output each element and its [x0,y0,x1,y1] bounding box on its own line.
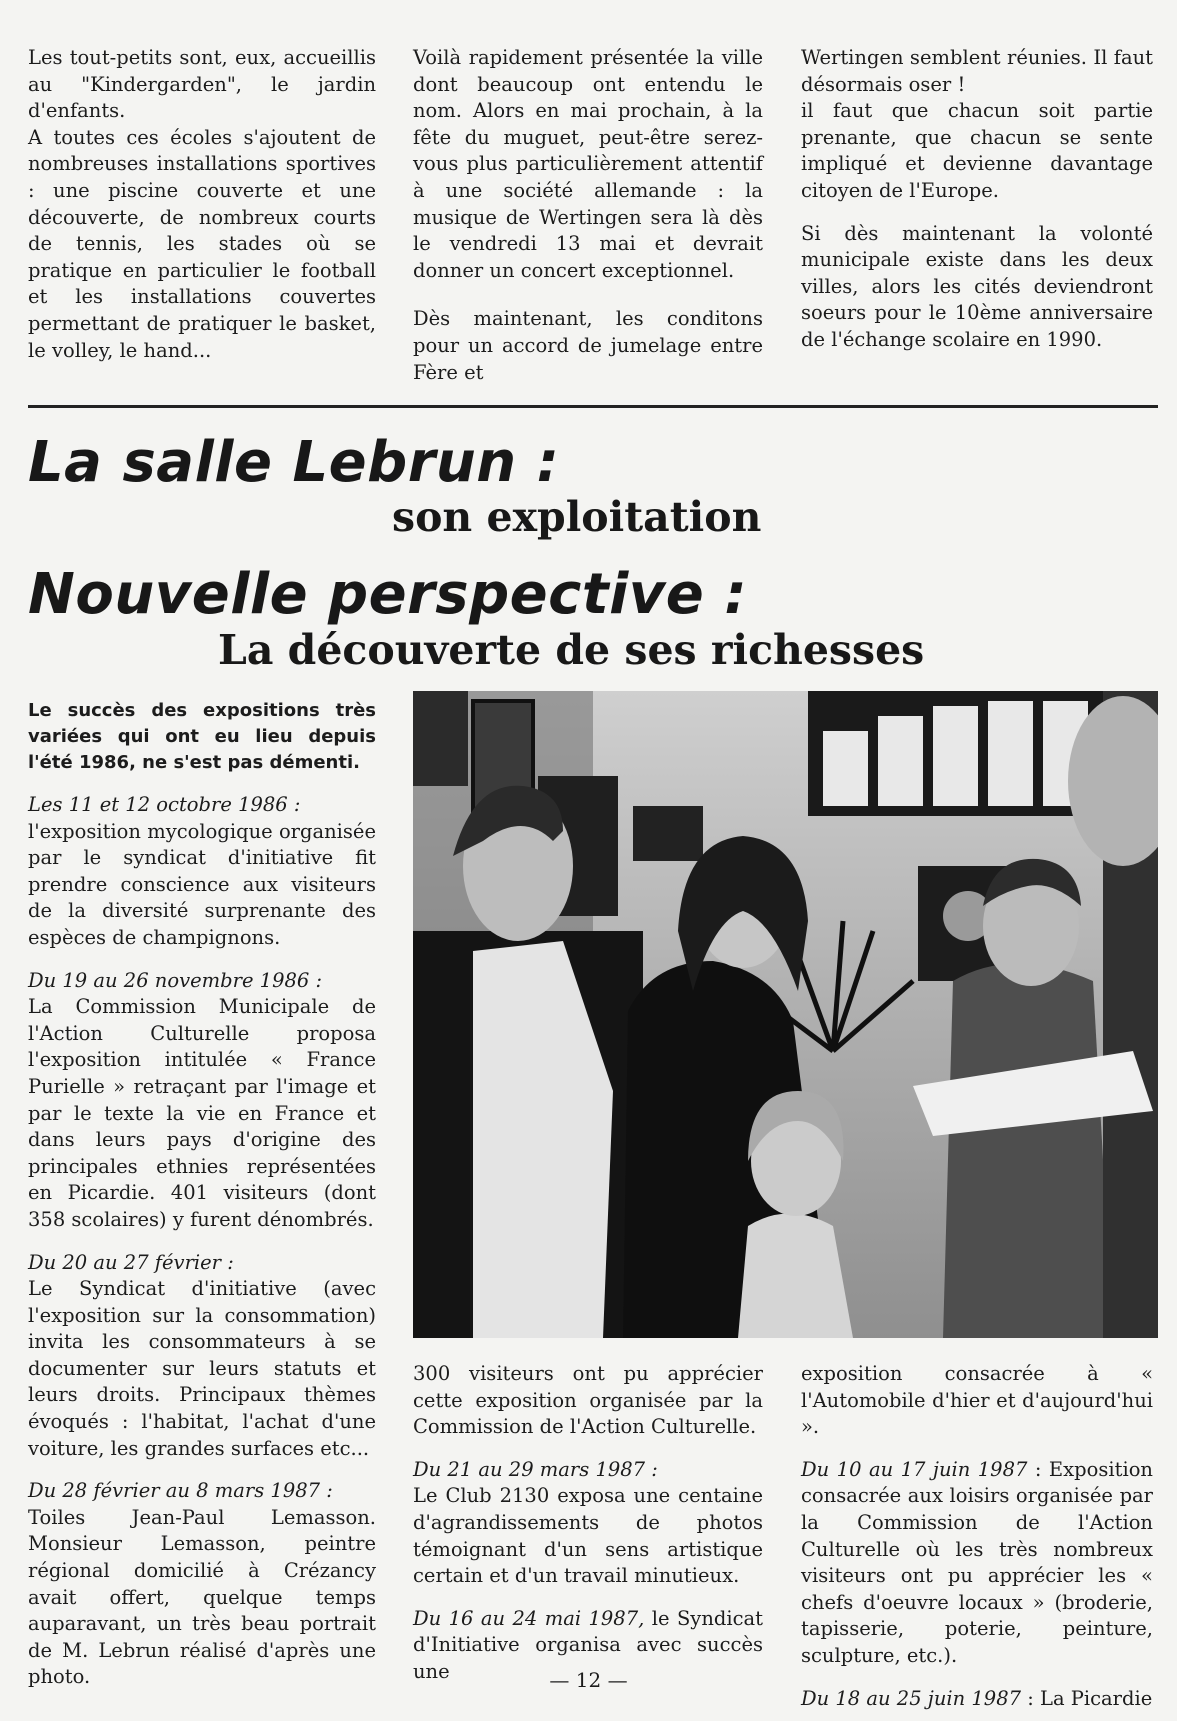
heading-salle-lebrun: La salle Lebrun : [28,430,560,495]
event-date: Les 11 et 12 octobre 1986 : [28,793,301,816]
event-text: La Commission Municipale de l'Action Culturelle proposa l'exposition intitulée « France Purielle » retraçant par l'image et par le texte la vie en France et dans leurs pays d'origine des principales ethnies représentées en Picardie. 401 visiteurs (dont 358 scolaires) y furent dénombrés. [28,995,376,1231]
event-date: Du 18 au 25 juin 1987 [801,1686,1022,1710]
paragraph: Dès maintenant, les conditons pour un accord de jumelage entre Fère et [413,307,763,384]
top-column-3 [801,45,1153,354]
exhibition-photo [413,691,1158,1338]
article-column-2 [413,1361,763,1686]
paragraph: Les tout-petits sont, eux, accueillis au "Kindergarden", le jardin d'enfants. [28,46,376,123]
heading-nouvelle-perspective: Nouvelle perspective : [28,562,748,627]
event-text: le Syndicat d'Initiative organisa avec succès une [413,1606,763,1683]
event-date: Du 20 au 27 février : [28,1250,234,1274]
event-text: Le Club 2130 exposa une centaine d'agrandissements de photos témoignant d'un sens artistique certain et d'un travail minutieux. [413,1484,763,1588]
paragraph: 300 visiteurs ont pu apprécier cette exposition organisée par la Commission de l'Action Culturelle. [413,1362,763,1439]
event-date: Du 28 février au 8 mars 1987 : [28,1479,333,1503]
top-column-2 [413,45,763,386]
event-date: Du 16 au 24 mai 1987, [413,1606,645,1630]
article-column-3 [801,1361,1153,1712]
event-text: Toiles Jean-Paul Lemasson. Monsieur Lemasson, peintre régional domicilié à Crézancy avait offert, quelque temps auparavant, un très beau portrait de M. Lebrun réalisé d'après une photo. [28,1505,376,1689]
event-text: l'exposition mycologique organisée par le syndicat d'initiative fit prendre conscience aux visiteurs de la diversité surprenante des espèces de champignons. [28,819,376,949]
top-column-1 [28,45,376,364]
paragraph: Wertingen semblent réunies. Il faut désormais oser ! [801,46,1153,96]
event-date: Du 10 au 17 juin 1987 [801,1457,1028,1481]
subheading-decouverte: La découverte de ses richesses [218,626,925,674]
event-text: : La Picardie [1021,1686,1153,1710]
paragraph: Voilà rapidement présentée la ville dont beaucoup ont entendu le nom. Alors en mai prochain, à la fête du muguet, peut-être serez-vous plus particulièrement attentif à une société allemande : la musique de Wertingen sera là dès le vendredi 13 mai et devrait donner un concert exceptionnel. [413,46,763,282]
event-text: : Exposition consacrée aux loisirs organisée par la Commission de l'Action Culturelle où les très nombreux visiteurs ont pu apprécier les « chefs d'oeuvre locaux » (broderie, tapisserie, poterie, peinture, sculpture, etc.). [801,1457,1153,1667]
event-paragraph [801,1457,1153,1670]
paragraph: Si dès maintenant la volonté municipale existe dans les deux villes, alors les cités deviendront soeurs pour le 10ème anniversaire de l'échange scolaire en 1990. [801,221,1153,351]
article-lead: Le succès des expositions très variées qui ont eu lieu depuis l'été 1986, ne s'est pas démenti. [28,700,376,773]
paragraph: exposition consacrée à « l'Automobile d'hier et d'aujourd'hui ». [801,1362,1153,1439]
photo-illustration [413,691,1158,1338]
event-date: Du 19 au 26 novembre 1986 : [28,968,323,992]
paragraph: il faut que chacun soit partie prenante, que chacun se sente impliqué et devienne davantage citoyen de l'Europe. [801,99,1153,202]
event-text: Le Syndicat d'initiative (avec l'exposition sur la consommation) invita les consommateurs à se documenter sur leurs statuts et leurs droits. Principaux thèmes évoqués : l'habitat, l'achat d'une voiture, les grandes surfaces etc... [28,1277,376,1460]
event-date: Du 21 au 29 mars 1987 : [413,1457,658,1481]
subheading-exploitation: son exploitation [392,493,762,541]
section-divider [28,405,1158,408]
page-number: — 12 — [549,1668,628,1692]
article-column-1 [28,698,376,1691]
paragraph: A toutes ces écoles s'ajoutent de nombreuses installations sportives : une piscine couverte et une découverte, de nombreux courts de tennis, les stades où se pratique en particulier le football et les installations couvertes permettant de pratiquer le basket, le volley, le hand... [28,125,376,362]
